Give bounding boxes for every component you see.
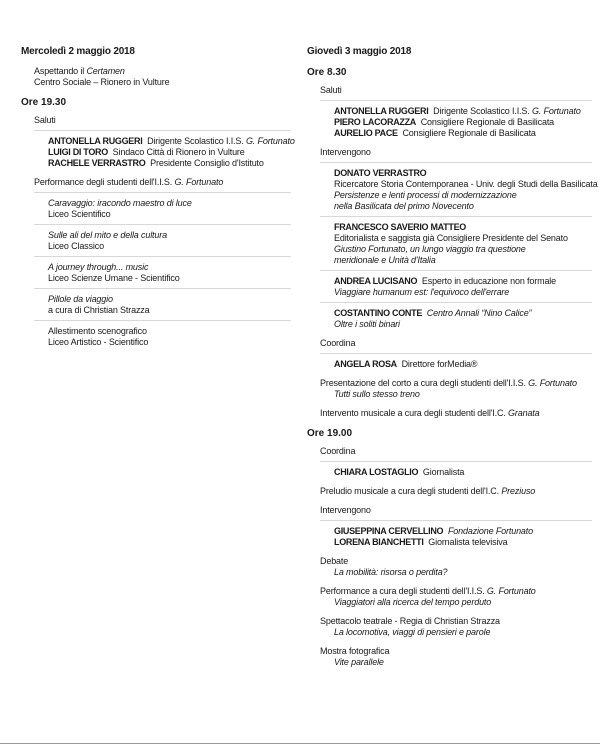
talk-title: Persistenze e lenti processi di modernizzazione — [334, 190, 517, 200]
divider — [34, 224, 291, 225]
performance-school: a cura di Christian Strazza — [48, 305, 150, 315]
intervengono-label: Intervengono — [320, 147, 371, 157]
day2-time-1900: Ore 19.00 — [307, 428, 353, 439]
corto-presentation: Presentazione del corto a cura degli studenti dell'I.I.S. G. Fortunato — [320, 378, 577, 388]
opening-venue: Centro Sociale – Rionero in Vulture — [34, 77, 170, 87]
day1-heading: Mercoledì 2 maggio 2018 — [21, 46, 135, 57]
divider — [34, 288, 291, 289]
speaker-role: Ricercatore Storia Contemporanea - Univ. degli Studi della Basilicata — [334, 179, 598, 189]
performance-title: Caravaggio: iracondo maestro di luce — [48, 198, 192, 208]
debate-label: Debate — [320, 556, 349, 566]
speaker: GIUSEPPINA CERVELLINO Fondazione Fortunato — [334, 526, 533, 536]
speaker: ANTONELLA RUGGERI Dirigente Scolastico I.I.S. G. Fortunato — [48, 136, 295, 146]
divider — [34, 130, 291, 131]
intervengono-label: Intervengono — [320, 505, 371, 515]
allestimento-title: Allestimento scenografico — [48, 326, 147, 336]
mostra-title: Vite parallele — [334, 657, 384, 667]
talk-title: Oltre i soliti binari — [334, 319, 400, 329]
divider — [320, 302, 592, 303]
speaker-role: Editorialista e saggista già Consigliere Presidente del Senato — [334, 233, 568, 243]
divider — [320, 216, 592, 217]
performance-title: A journey through... music — [48, 262, 149, 272]
speaker: ANGELA ROSA Direttore forMedia® — [334, 359, 478, 369]
divider — [320, 461, 592, 462]
coordina-label: Coordina — [320, 338, 356, 348]
performance-title: Viaggiatori alla ricerca del tempo perduto — [334, 597, 492, 607]
divider — [320, 353, 592, 354]
divider — [320, 162, 592, 163]
divider — [34, 256, 291, 257]
bottom-divider — [0, 743, 600, 744]
talk-title: Giustino Fortunato, un lungo viaggio tra questione — [334, 244, 526, 254]
debate-title: La mobilità: risorsa o perdita? — [334, 567, 448, 577]
performance-title: Pillole da viaggio — [48, 294, 113, 304]
day2-time-0830: Ore 8.30 — [307, 67, 347, 78]
performance-intro: Performance degli studenti dell'I.I.S. G. Fortunato — [34, 177, 224, 187]
allestimento-school: Liceo Artistico - Scientifico — [48, 337, 149, 347]
speaker: LUIGI DI TORO Sindaco Città di Rionero in Vulture — [48, 147, 245, 157]
speaker: ANDREA LUCISANO Esperto in educazione non formale — [334, 276, 557, 286]
talk-title: meridionale e Unità d'Italia — [334, 255, 436, 265]
talk-title: Viaggiare humanum est: l'equivoco dell'errare — [334, 287, 510, 297]
performance-intro: Performance a cura degli studenti dell'I.I.S. G. Fortunato — [320, 586, 536, 596]
spettacolo-title: La locomotiva, viaggi di pensieri e parole — [334, 627, 491, 637]
performance-title: Sulle ali del mito e della cultura — [48, 230, 167, 240]
speaker: RACHELE VERRASTRO Presidente Consiglio d'Istituto — [48, 158, 264, 168]
speaker-name: FRANCESCO SAVERIO MATTEO — [334, 222, 466, 232]
performance-school: Liceo Scienze Umane - Scientifico — [48, 273, 180, 283]
divider — [320, 100, 592, 101]
divider — [34, 192, 291, 193]
divider — [320, 270, 592, 271]
day2-heading: Giovedì 3 maggio 2018 — [307, 46, 412, 57]
day2-column — [307, 46, 598, 668]
coordina-label: Coordina — [320, 446, 356, 456]
divider — [320, 520, 592, 521]
performance-school: Liceo Scientifico — [48, 209, 111, 219]
spettacolo-label: Spettacolo teatrale - Regia di Christian Strazza — [320, 616, 500, 626]
speaker: CHIARA LOSTAGLIO Giornalista — [334, 467, 465, 477]
day1-time-1930: Ore 19.30 — [21, 97, 67, 108]
corto-title: Tutti sullo stesso treno — [334, 389, 420, 399]
preludio-musicale: Preludio musicale a cura degli studenti dell'I.C. Preziuso — [320, 486, 536, 496]
day1-column — [21, 46, 295, 348]
speaker: LORENA BIANCHETTI Giornalista televisiva — [334, 537, 508, 547]
speaker: PIERO LACORAZZA Consigliere Regionale di Basilicata — [334, 117, 555, 127]
day2-saluti-label: Saluti — [320, 85, 342, 95]
intervento-musicale: Intervento musicale a cura degli studenti dell'I.C. Granata — [320, 408, 540, 418]
divider — [34, 320, 291, 321]
talk-title: nella Basilicata del primo Novecento — [334, 201, 474, 211]
performance-school: Liceo Classico — [48, 241, 104, 251]
day1-saluti-label: Saluti — [34, 115, 56, 125]
speaker: AURELIO PACE Consigliere Regionale di Basilicata — [334, 128, 536, 138]
mostra-label: Mostra fotografica — [320, 646, 390, 656]
opening-line: Aspettando il Certamen — [34, 66, 125, 76]
speaker: ANTONELLA RUGGERI Dirigente Scolastico I.I.S. G. Fortunato — [334, 106, 581, 116]
speaker: COSTANTINO CONTE Centro Annali “Nino Calice” — [334, 308, 532, 318]
speaker-name: DONATO VERRASTRO — [334, 168, 427, 178]
